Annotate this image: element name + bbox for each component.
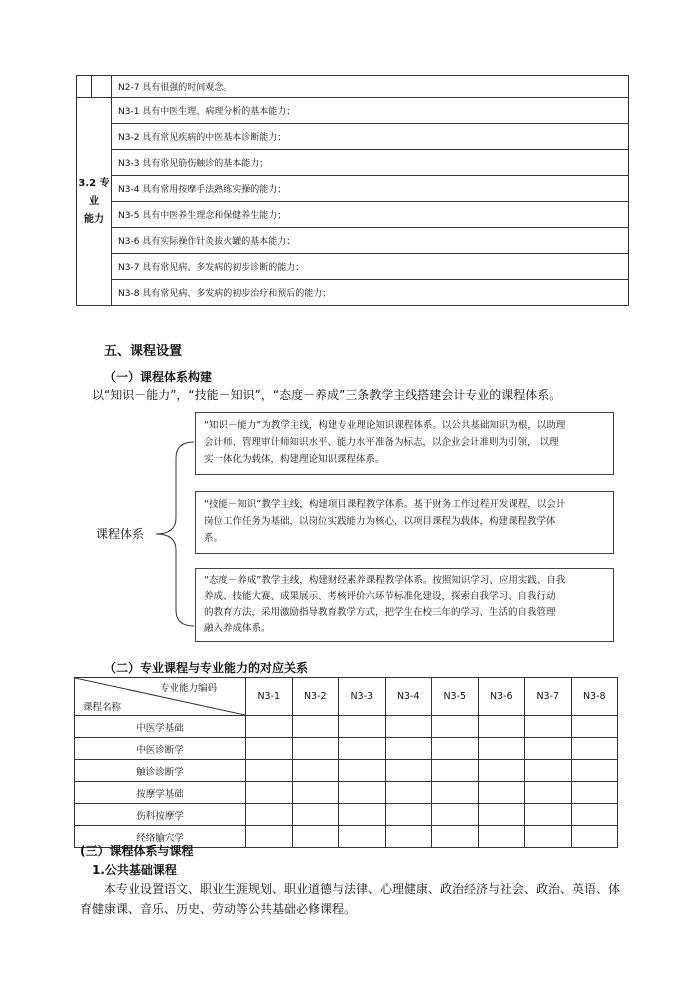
competence-item: N3-4 具有常用按摩手法熟练实操的能力； [112, 176, 629, 202]
subsection-title-3: (三）课程体系与课程 [80, 844, 194, 858]
category-cell [77, 98, 112, 306]
competence-item: N3-7 具有常见病、多发病的初步诊断的能力； [112, 254, 629, 280]
box-text-line: 的教育方法，采用激励指导教育教学方式，把学生在校三年的学习、生活的自我管理 [204, 607, 556, 618]
category-label-line2: 能力 [84, 213, 104, 225]
table-row [77, 76, 629, 98]
table-cell [571, 826, 618, 848]
table-cell [339, 804, 386, 826]
course-name-cell: 中医学基础 [75, 716, 246, 738]
competence-item: N2-7 具有很强的时间观念。 [112, 76, 629, 98]
table-cell [246, 782, 293, 804]
table-row [77, 150, 629, 176]
table-header-row [75, 678, 618, 716]
curly-brace [150, 430, 200, 630]
subsection-title-2: （二）专业课程与专业能力的对应关系 [104, 661, 309, 675]
box-text-line: “知识－能力”为教学主线，构建专业理论知识课程体系。以公共基础知识为根，以助理 [204, 420, 566, 431]
paragraph-line: 本专业设置语文、职业生涯规划、职业道德与法律、心理健康、政治经济与社会、政治、英语、体 [104, 882, 621, 896]
table-cell [339, 782, 386, 804]
table-cell [77, 76, 92, 98]
table-cell [571, 804, 618, 826]
table-cell [432, 716, 479, 738]
paragraph-line: 育健康课、音乐、历史、劳动等公共基础必修课程。 [80, 902, 357, 916]
table-cell [246, 804, 293, 826]
table-cell [478, 826, 525, 848]
box-text-line: 会计师、管理审计师知识水平、能力水平准备为标志，以企业会计准则为引领， 以理 [204, 437, 559, 448]
corner-header-bottom: 课程名称 [83, 702, 122, 713]
table-cell [385, 760, 432, 782]
corner-header-cell [75, 678, 246, 716]
course-name-cell: 触诊诊断学 [75, 760, 246, 782]
table-cell [478, 716, 525, 738]
box-text-line: 岗位工作任务为基础，以岗位实践能力为核心，以项目课程为载体，构建课程教学体 [204, 516, 556, 527]
competence-table [76, 75, 629, 306]
intro-paragraph: 以“知识－能力”，“技能－知识”，“态度－养成”三条教学主线搭建会计专业的课程体系。 [92, 388, 562, 402]
table-row [77, 124, 629, 150]
table-cell [432, 804, 479, 826]
course-system-label: 课程体系 [96, 527, 145, 541]
table-cell [292, 826, 339, 848]
table-cell [571, 760, 618, 782]
table-cell [478, 738, 525, 760]
subsection-title-1: （一）课程体系构建 [104, 370, 213, 384]
table-cell [292, 804, 339, 826]
table-cell [525, 760, 572, 782]
code-header-cell: N3-4 [385, 678, 432, 716]
table-cell [525, 804, 572, 826]
course-ability-table [74, 677, 618, 848]
box-text-line: 系。 [204, 533, 224, 544]
competence-item: N3-3 具有常见筋伤触诊的基本能力； [112, 150, 629, 176]
table-cell [478, 782, 525, 804]
table-row [75, 738, 618, 760]
table-cell [385, 782, 432, 804]
table-cell [339, 826, 386, 848]
table-cell [92, 76, 112, 98]
competence-item: N3-8 具有常见病、多发病的初步治疗和预后的能力； [112, 280, 629, 306]
competence-item: N3-6 具有实际操作针灸拔火罐的基本能力； [112, 228, 629, 254]
table-cell [525, 738, 572, 760]
section-title: 五、课程设置 [104, 344, 183, 359]
table-cell [571, 716, 618, 738]
table-cell [385, 716, 432, 738]
box-text-line: 融入养成体系。 [204, 623, 271, 634]
table-row [77, 254, 629, 280]
table-cell [292, 760, 339, 782]
table-cell [385, 826, 432, 848]
table-cell [292, 782, 339, 804]
table-cell [385, 738, 432, 760]
code-header-cell: N3-3 [339, 678, 386, 716]
table-cell [246, 738, 293, 760]
table-row [77, 228, 629, 254]
table-cell [339, 760, 386, 782]
course-system-box-attitude [195, 568, 614, 642]
course-system-box-skill [195, 491, 614, 554]
category-label-line1: 3.2 专业 [78, 177, 110, 207]
table-cell [432, 826, 479, 848]
course-name-cell: 按摩学基础 [75, 782, 246, 804]
competence-item: N3-1 具有中医生理、病理分析的基本能力； [112, 98, 629, 124]
table-row [75, 760, 618, 782]
table-cell [478, 804, 525, 826]
competence-item: N3-5 具有中医养生理念和保健养生能力； [112, 202, 629, 228]
competence-item: N3-2 具有常见疾病的中医基本诊断能力； [112, 124, 629, 150]
table-cell [246, 716, 293, 738]
table-cell [525, 716, 572, 738]
box-text-line: 实一体化为载体，构建理论知识课程体系。 [204, 454, 385, 465]
table-cell [525, 826, 572, 848]
corner-header-top: 专业能力编码 [159, 683, 217, 694]
box-text-line: “态度－养成”教学主线，构建财经素养课程教学体系。按照知识学习、应用实践、自我 [204, 575, 566, 586]
code-header-cell: N3-1 [246, 678, 293, 716]
table-cell [432, 760, 479, 782]
table-cell [246, 760, 293, 782]
table-row [77, 176, 629, 202]
table-cell [339, 738, 386, 760]
table-cell [292, 738, 339, 760]
table-cell [478, 760, 525, 782]
table-cell [432, 738, 479, 760]
table-row [77, 202, 629, 228]
code-header-cell: N3-6 [478, 678, 525, 716]
table-row [77, 280, 629, 306]
course-name-cell: 经络腧穴学 [75, 826, 246, 848]
table-row [77, 98, 629, 124]
table-cell [246, 826, 293, 848]
box-text-line: “技能－知识”教学主线，构建项目课程教学体系。基于财务工作过程开发课程，以会计 [204, 499, 566, 510]
table-row [75, 804, 618, 826]
code-header-cell: N3-2 [292, 678, 339, 716]
table-cell [525, 782, 572, 804]
table-row [75, 716, 618, 738]
table-cell [571, 738, 618, 760]
table-cell [571, 782, 618, 804]
table-cell [339, 716, 386, 738]
box-text-line: 养成、技能大赛、成果展示、考核评价六环节标准化建设，探索自我学习、自我行动 [204, 591, 556, 602]
code-header-cell: N3-8 [571, 678, 618, 716]
table-cell [292, 716, 339, 738]
table-row [75, 782, 618, 804]
course-system-box-knowledge [195, 412, 614, 475]
code-header-cell: N3-5 [432, 678, 479, 716]
table-cell [385, 804, 432, 826]
course-name-cell: 中医诊断学 [75, 738, 246, 760]
course-name-cell: 伤科按摩学 [75, 804, 246, 826]
table-cell [432, 782, 479, 804]
code-header-cell: N3-7 [525, 678, 572, 716]
subsection-title-3-1: 1.公共基础课程 [92, 863, 177, 877]
